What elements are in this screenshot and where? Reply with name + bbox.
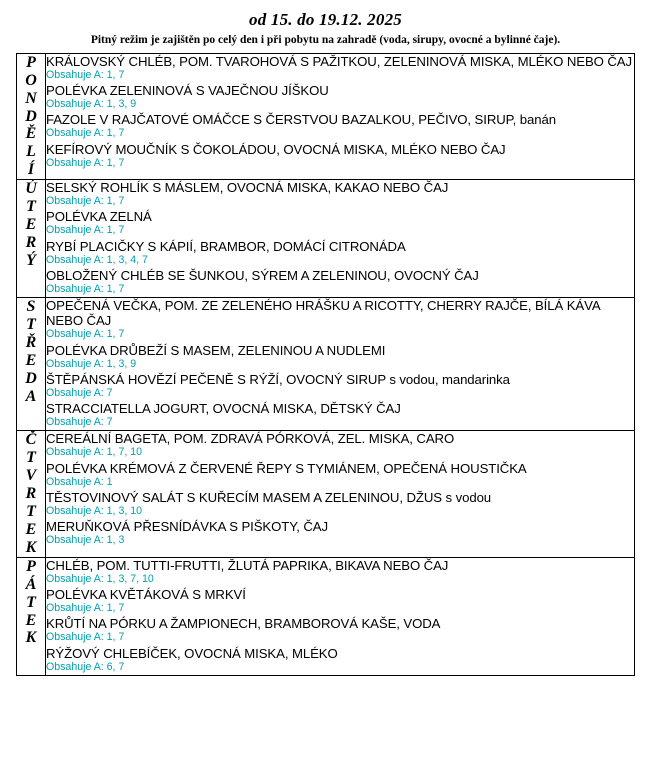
day-label-friday: P Á T E K: [17, 557, 46, 675]
table-row: [17, 53, 635, 179]
allergen-note: Obsahuje A: 6, 7: [46, 660, 125, 673]
meal-text: CEREÁLNÍ BAGETA, POM. ZDRAVÁ PÓRKOVÁ, ZEL. MISKA, CARO: [46, 431, 455, 447]
meal-text: POLÉVKA KRÉMOVÁ Z ČERVENÉ ŘEPY S TYMIÁNEM, OPEČENÁ HOUSTIČKA: [46, 460, 527, 476]
meal-text: ŠTĚPÁNSKÁ HOVĚZÍ PEČENĚ S RÝŽÍ, OVOCNÝ SIRUP s vodou, mandarinka: [46, 371, 510, 387]
meal-text: POLÉVKA ZELENINOVÁ S VAJEČNOU JÍŠKOU: [46, 83, 329, 99]
meals-thursday: [46, 431, 635, 557]
allergen-note: Obsahuje A: 1, 3, 9: [46, 357, 137, 370]
meal-text: POLÉVKA KVĚTÁKOVÁ S MRKVÍ: [46, 587, 246, 603]
table-row: [17, 180, 635, 298]
allergen-note: Obsahuje A: 1: [46, 475, 113, 488]
table-row: [17, 557, 635, 675]
meal-text: OBLOŽENÝ CHLÉB SE ŠUNKOU, SÝREM A ZELENINOU, OVOCNÝ ČAJ: [46, 267, 479, 283]
allergen-note: Obsahuje A: 1, 7, 10: [46, 446, 143, 459]
allergen-note: Obsahuje A: 1, 3: [46, 534, 125, 547]
allergen-note: Obsahuje A: 7: [46, 416, 113, 429]
day-label-thursday: Č T V R T E K: [17, 431, 46, 557]
allergen-note: Obsahuje A: 1, 7: [46, 127, 125, 140]
allergen-note: Obsahuje A: 1, 7: [46, 195, 125, 208]
allergen-note: Obsahuje A: 1, 7: [46, 68, 125, 81]
menu-body: [17, 53, 635, 675]
allergen-note: Obsahuje A: 1, 7: [46, 631, 125, 644]
meals-monday: [46, 53, 635, 179]
allergen-note: Obsahuje A: 1, 3, 10: [46, 505, 143, 518]
meal-text: STRACCIATELLA JOGURT, OVOCNÁ MISKA, DĚTSKÝ ČAJ: [46, 401, 401, 417]
allergen-note: Obsahuje A: 1, 7: [46, 156, 125, 169]
allergen-note: Obsahuje A: 1, 7: [46, 602, 125, 615]
meal-text: KRŮTÍ NA PÓRKU A ŽAMPIONECH, BRAMBOROVÁ KAŠE, VODA: [46, 616, 441, 632]
allergen-note: Obsahuje A: 1, 3, 9: [46, 98, 137, 111]
meals-wednesday: [46, 298, 635, 431]
day-label-tuesday: Ú T E R Ý: [17, 180, 46, 298]
meal-text: MERUŇKOVÁ PŘESNÍDÁVKA S PIŠKOTY, ČAJ: [46, 519, 328, 535]
meal-text: OPEČENÁ VEČKA, POM. ZE ZELENÉHO HRÁŠKU A RICOTTY, CHERRY RAJČE, BÍLÁ KÁVA NEBO ČAJ: [46, 298, 600, 329]
menu-page: [0, 10, 651, 775]
meal-text: KEFÍROVÝ MOUČNÍK S ČOKOLÁDOU, OVOCNÁ MISKA, MLÉKO NEBO ČAJ: [46, 141, 506, 157]
allergen-note: Obsahuje A: 1, 7: [46, 283, 125, 296]
table-row: [17, 298, 635, 431]
allergen-note: Obsahuje A: 7: [46, 386, 113, 399]
allergen-note: Obsahuje A: 1, 7: [46, 328, 125, 341]
drinking-regime-note: Pitný režim je zajištěn po celý den i při pobytu na zahradě (voda, sirupy, ovocné a bylinné čaje).: [90, 34, 561, 46]
allergen-note: Obsahuje A: 1, 3, 7, 10: [46, 572, 154, 585]
meal-text: KRÁLOVSKÝ CHLÉB, POM. TVAROHOVÁ S PAŽITKOU, ZELENINOVÁ MISKA, MLÉKO NEBO ČAJ: [46, 53, 632, 69]
meal-text: SELSKÝ ROHLÍK S MÁSLEM, OVOCNÁ MISKA, KAKAO NEBO ČAJ: [46, 180, 449, 196]
meal-text: RÝŽOVÝ CHLEBÍČEK, OVOCNÁ MISKA, MLÉKO: [46, 645, 338, 661]
meal-text: TĚSTOVINOVÝ SALÁT S KUŘECÍM MASEM A ZELENINOU, DŽUS s vodou: [46, 490, 492, 505]
meal-text: FAZOLE V RAJČATOVÉ OMÁČCE S ČERSTVOU BAZALKOU, PEČIVO, SIRUP, banán: [46, 112, 556, 128]
weekly-menu-table: [16, 53, 635, 676]
table-row: [17, 431, 635, 557]
allergen-note: Obsahuje A: 1, 3, 4, 7: [46, 253, 148, 266]
meal-text: POLÉVKA DRŮBEŽÍ S MASEM, ZELENINOU A NUDLEMI: [46, 342, 386, 358]
allergen-note: Obsahuje A: 1, 7: [46, 224, 125, 237]
meals-friday: [46, 557, 635, 675]
meals-tuesday: [46, 180, 635, 298]
page-title: od 15. do 19.12. 2025: [249, 10, 402, 29]
meal-text: POLÉVKA ZELNÁ: [46, 209, 152, 225]
meal-text: RYBÍ PLACIČKY S KÁPIÍ, BRAMBOR, DOMÁCÍ CITRONÁDA: [46, 238, 406, 254]
meal-text: CHLÉB, POM. TUTTI-FRUTTI, ŽLUTÁ PAPRIKA, BIKAVA NEBO ČAJ: [46, 557, 449, 573]
day-label-wednesday: S T Ř E D A: [17, 298, 46, 431]
day-label-monday: P O N D Ě L Í: [17, 53, 46, 179]
